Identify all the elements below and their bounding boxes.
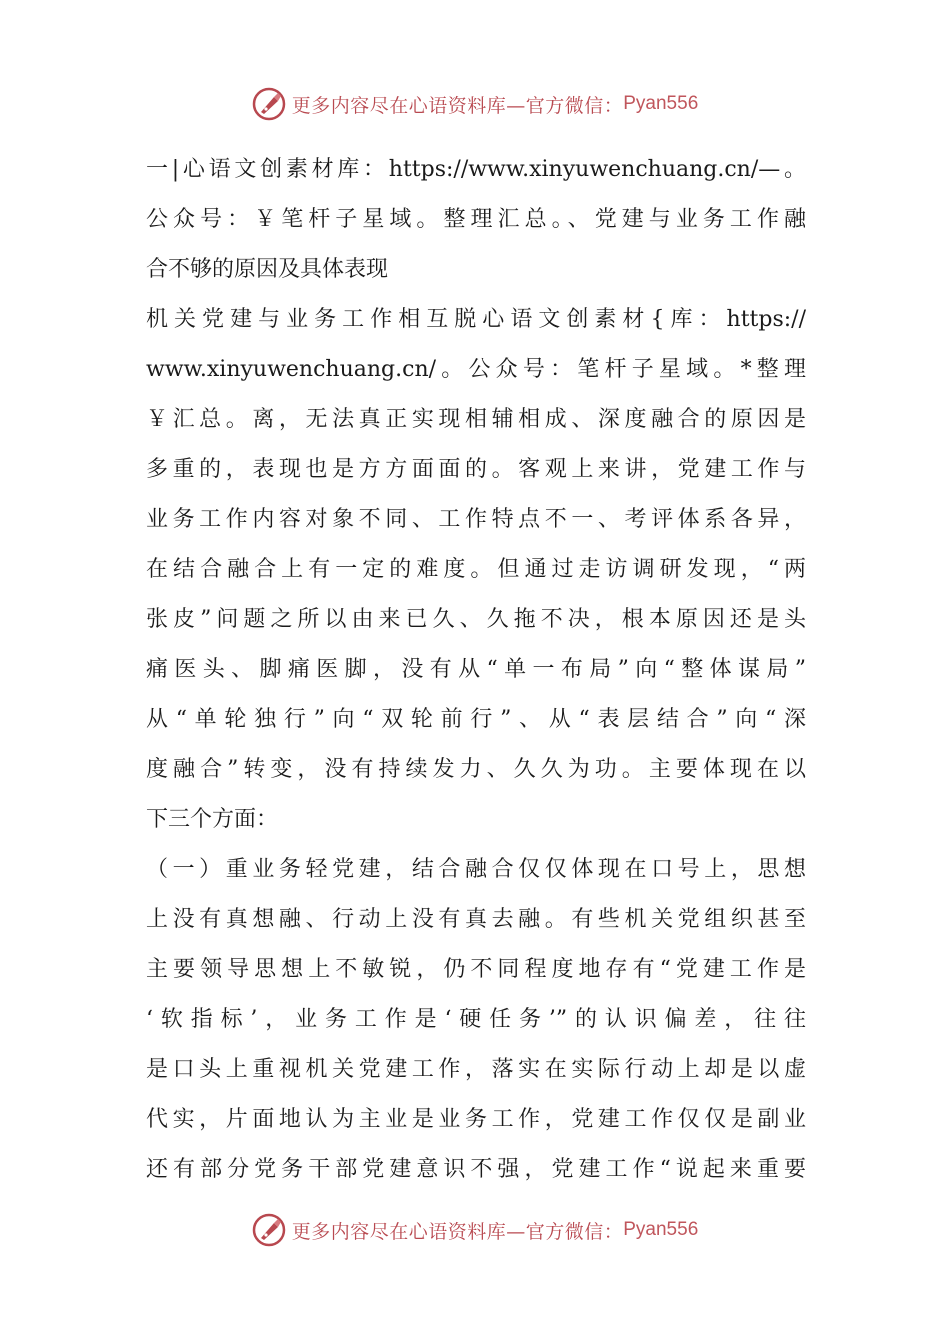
text-line: 在结合融合上有一定的难度。但通过走访调研发现，“两 [146, 557, 806, 582]
text-line: 度融合”转变，没有持续发力、久久为功。主要体现在以 [146, 757, 806, 782]
text-line: 机关党建与业务工作相互脱心语文创素材{库：https:// [146, 307, 806, 332]
banner-text: 更多内容尽在心语资料库—官方微信： [291, 94, 624, 117]
pen-nib-logo-icon [252, 1213, 286, 1247]
text-line: （一）重业务轻党建，结合融合仅仅体现在口号上，思想 [146, 857, 806, 882]
text-line: 痛医头、脚痛医脚，没有从“单一布局”向“整体谋局” [146, 657, 806, 682]
text-line: 合不够的原因及具体表现 [146, 257, 389, 282]
text-line: 是口头上重视机关党建工作，落实在实际行动上却是以虚 [146, 1057, 806, 1082]
banner-wechat-id: Pyan556 [623, 93, 699, 114]
text-line: 业务工作内容对象不同、工作特点不一、考评体系各异， [146, 507, 806, 532]
text-line: 主要领导思想上不敏锐，仍不同程度地存有“党建工作是 [146, 957, 806, 982]
text-line: 多重的，表现也是方方面面的。客观上来讲，党建工作与 [146, 457, 806, 482]
text-line: 一|心语文创素材库：https://www.xinyuwenchuang.cn/—。 [146, 157, 806, 182]
text-line: www.xinyuwenchuang.cn/。公众号：笔杆子星域。*整理 [146, 357, 806, 382]
document-body [146, 145, 806, 1195]
text-line: 代实，片面地认为主业是业务工作，党建工作仅仅是副业 [146, 1107, 806, 1132]
header-watermark-banner [0, 84, 950, 124]
text-line: 上没有真想融、行动上没有真去融。有些机关党组织甚至 [146, 907, 806, 932]
text-line: 还有部分党务干部党建意识不强，党建工作“说起来重要 [146, 1157, 806, 1182]
footer-watermark-banner [0, 1210, 950, 1250]
banner-text: 更多内容尽在心语资料库—官方微信： [291, 1220, 624, 1243]
text-line: 张皮”问题之所以由来已久、久拖不决，根本原因还是头 [146, 607, 806, 632]
text-line: 从“单轮独行”向“双轮前行”、从“表层结合”向“深 [146, 707, 806, 732]
text-line: 下三个方面： [146, 807, 279, 832]
text-line: ‘软指标’，业务工作是‘硬任务’”的认识偏差，往往 [146, 1007, 806, 1032]
text-line: ￥汇总。离，无法真正实现相辅相成、深度融合的原因是 [146, 407, 806, 432]
banner-wechat-id: Pyan556 [623, 1219, 699, 1240]
pen-nib-logo-icon [252, 87, 286, 121]
text-line: 公众号：￥笔杆子星域。整理汇总。、党建与业务工作融 [146, 207, 806, 232]
